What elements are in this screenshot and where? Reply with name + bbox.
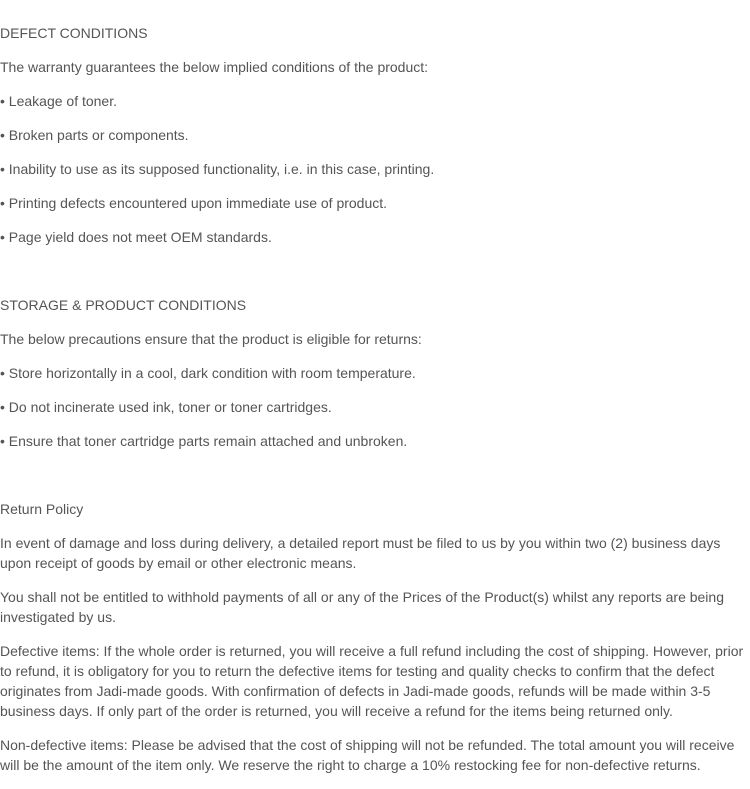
- defect-list-item: • Page yield does not meet OEM standards.: [0, 227, 746, 247]
- return-policy-paragraph: In event of damage and loss during delivery, a detailed report must be filed to us by you within two (2) business days upon receipt of goods by email or other electronic means.: [0, 535, 721, 571]
- section-intro-storage: The below precautions ensure that the product is eligible for returns:: [0, 331, 422, 347]
- section-spacer: [0, 465, 746, 499]
- section-spacer: [0, 261, 746, 295]
- defect-list-item: • Broken parts or components.: [0, 125, 746, 145]
- storage-conditions-section: [0, 295, 746, 451]
- section-intro-defect: The warranty guarantees the below implied conditions of the product:: [0, 59, 429, 75]
- return-policy-paragraph: You shall not be entitled to withhold payments of all or any of the Prices of the Product(s) whilst any reports are being investigated by us.: [0, 589, 724, 625]
- return-policy-paragraph: Defective items: If the whole order is returned, you will receive a full refund including the cost of shipping. However, prior to refund, it is obligatory for you to return the defective items for testing and quality checks to confirm that the defect originates from Jadi-made goods. With confirmation of defects in Jadi-made goods, refunds will be made within 3-5 business days. If only part of the order is returned, you will receive a refund for the items being returned only.: [0, 643, 744, 719]
- section-heading-returns: Return Policy: [0, 501, 84, 517]
- storage-list-item: • Store horizontally in a cool, dark condition with room temperature.: [0, 363, 746, 383]
- storage-list-item: • Do not incinerate used ink, toner or toner cartridges.: [0, 397, 746, 417]
- document-body: [0, 23, 746, 789]
- section-heading-defect: DEFECT CONDITIONS: [0, 25, 148, 41]
- defect-list-item: • Inability to use as its supposed functionality, i.e. in this case, printing.: [0, 159, 746, 179]
- storage-list-item: • Ensure that toner cartridge parts remain attached and unbroken.: [0, 431, 746, 451]
- section-heading-storage: STORAGE & PRODUCT CONDITIONS: [0, 297, 247, 313]
- defect-list-item: • Printing defects encountered upon immediate use of product.: [0, 193, 746, 213]
- return-policy-section: [0, 499, 746, 775]
- defect-list-item: • Leakage of toner.: [0, 91, 746, 111]
- return-policy-paragraph: Non-defective items: Please be advised that the cost of shipping will not be refunded. The total amount you will receive will be the amount of the item only. We reserve the right to charge a 10% restocking fee for non-defective returns.: [0, 737, 735, 773]
- defect-conditions-section: [0, 23, 746, 247]
